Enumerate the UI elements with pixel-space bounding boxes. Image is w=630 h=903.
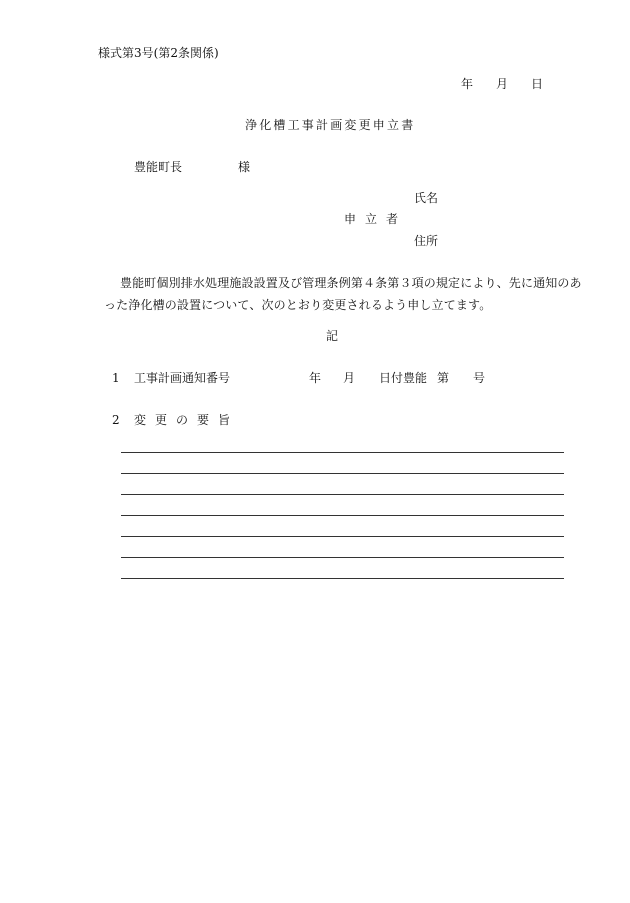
change-summary-line: [121, 578, 564, 579]
item1-month-label: 月: [343, 371, 356, 385]
item1-go-label: 号: [473, 371, 486, 385]
change-summary-line: [121, 452, 564, 453]
item2-label: 変更の要旨: [134, 413, 240, 427]
addressee-honorific: 様: [238, 160, 251, 174]
item1-number: 1: [112, 371, 120, 385]
item1-label: 工事計画通知番号: [134, 371, 231, 385]
change-summary-line: [121, 494, 564, 495]
item2-number: 2: [112, 413, 120, 427]
addressee-mayor: 豊能町長: [134, 160, 183, 174]
form-number: 様式第3号(第2条関係): [98, 46, 219, 60]
date-day-label: 日: [531, 77, 544, 91]
date-year-label: 年: [461, 77, 474, 91]
body-text-line-1: 豊能町個別排水処理施設設置及び管理条例第４条第３項の規定により、先に通知のあ: [120, 276, 582, 290]
item1-dai-label: 第: [437, 371, 450, 385]
body-text-line-2: った浄化槽の設置について、次のとおり変更されるよう申し立てます。: [104, 298, 492, 312]
change-summary-line: [121, 473, 564, 474]
item1-year-label: 年: [309, 371, 322, 385]
applicant-name-label: 氏名: [414, 191, 439, 205]
applicant-address-label: 住所: [414, 234, 439, 248]
document-title: 浄化槽工事計画変更申立書: [245, 118, 416, 132]
ki-heading: 記: [326, 329, 339, 343]
applicant-label: 申立者: [344, 212, 408, 226]
change-summary-line: [121, 536, 564, 537]
item1-date-toyono-label: 日付豊能: [379, 371, 428, 385]
change-summary-line: [121, 515, 564, 516]
date-month-label: 月: [496, 77, 509, 91]
change-summary-line: [121, 557, 564, 558]
